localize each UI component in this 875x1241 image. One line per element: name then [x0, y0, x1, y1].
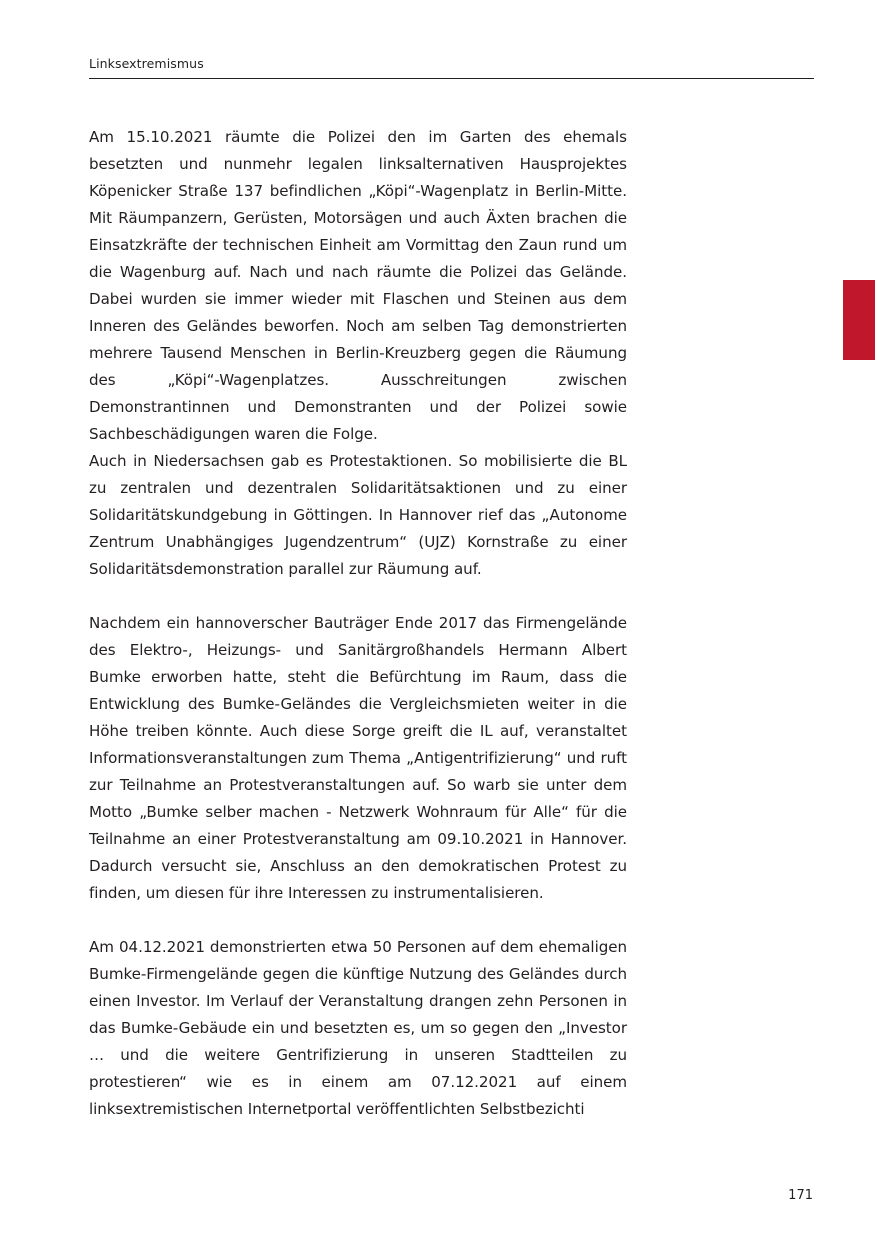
- paragraph-niedersachsen-protests: Auch in Niedersachsen gab es Protestaktionen. So mobilisierte die BL zu zentralen und dezentralen Solidaritätsaktionen und zu einer Solidaritätskundgebung in Göttingen. In Hannover rief das „Autonome Zentrum Unabhängiges Jugendzentrum“ (UJZ) Kornstraße zu einer Solidaritätsdemonstration parallel zur Räumung auf.: [89, 452, 627, 578]
- paragraph-gap: [89, 907, 627, 934]
- page-number: 171: [788, 1188, 813, 1203]
- chapter-tab-marker: [843, 280, 875, 360]
- running-header: Linksextremismus: [89, 56, 204, 71]
- body-text: [89, 124, 627, 1123]
- paragraph-koepi-eviction: Am 15.10.2021 räumte die Polizei den im Garten des ehemals besetzten und nunmehr legalen linksalternativen Hausprojektes Köpenicker Straße 137 befindlichen „Köpi“-Wagenplatz in Berlin-Mitte. Mit Räumpanzern, Gerüsten, Motorsägen und auch Äxten brachen die Einsatzkräfte der technischen Einheit am Vormittag den Zaun rund um die Wagenburg auf. Nach und nach räumte die Polizei das Gelände. Dabei wurden sie immer wieder mit Flaschen und Steinen aus dem Inneren des Geländes beworfen. Noch am selben Tag demonstrierten mehrere Tausend Menschen in Berlin-Kreuzberg gegen die Räumung des „Köpi“-Wagenplatzes. Ausschreitungen zwischen Demonstrantinnen und Demonstranten und der Polizei sowie Sachbeschädigungen waren die Folge.: [89, 128, 627, 443]
- header-rule: [89, 78, 814, 79]
- paragraph-bumke-occupation: Am 04.12.2021 demonstrierten etwa 50 Personen auf dem ehemaligen Bumke-Firmengelände gegen die künftige Nutzung des Geländes durch einen Investor. Im Verlauf der Veranstaltung drangen zehn Personen in das Bumke-Gebäude ein und besetzten es, um so gegen den „Investor … und die weitere Gentrifizierung in unseren Stadtteilen zu protestieren“ wie es in einem am 07.12.2021 auf einem linksextremistischen Internetportal veröffentlichten Selbstbezichti: [89, 938, 627, 1118]
- paragraph-gap: [89, 583, 627, 610]
- paragraph-bumke-site: Nachdem ein hannoverscher Bauträger Ende 2017 das Firmengelände des Elektro-, Heizungs- und Sanitärgroßhandels Hermann Albert Bumke erworben hatte, steht die Befürchtung im Raum, dass die Entwicklung des Bumke-Geländes die Vergleichsmieten weiter in die Höhe treiben könnte. Auch diese Sorge greift die IL auf, veranstaltet Informationsveranstaltungen zum Thema „Antigentrifizierung“ und ruft zur Teilnahme an Protestveranstaltungen auf. So warb sie unter dem Motto „Bumke selber machen - Netzwerk Wohnraum für Alle“ für die Teilnahme an einer Protestveranstaltung am 09.10.2021 in Hannover. Dadurch versucht sie, Anschluss an den demokratischen Protest zu finden, um diesen für ihre Interessen zu instrumentalisieren.: [89, 614, 627, 902]
